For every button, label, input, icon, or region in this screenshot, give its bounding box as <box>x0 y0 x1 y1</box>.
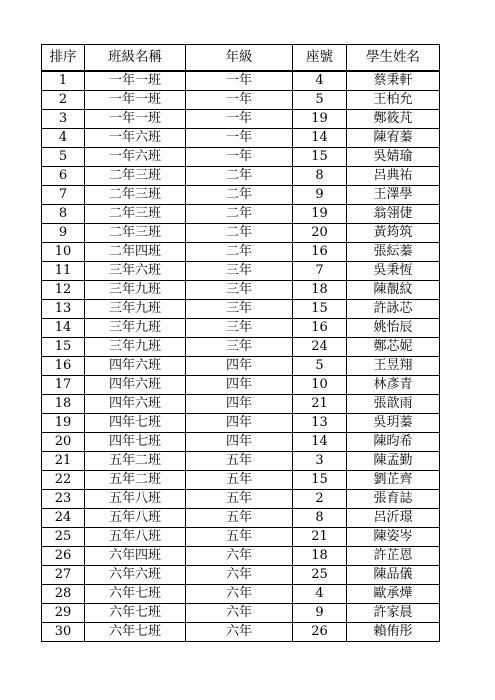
cell-seat-number: 15 <box>293 471 347 490</box>
cell-class-name: 五年八班 <box>85 528 186 547</box>
cell-class-name: 一年六班 <box>85 148 186 167</box>
cell-class-name: 一年一班 <box>85 110 186 129</box>
cell-order: 11 <box>42 262 85 281</box>
cell-student-name: 翁翎倢 <box>347 205 440 224</box>
table-row <box>42 604 440 623</box>
table-row <box>42 148 440 167</box>
table-row <box>42 509 440 528</box>
cell-seat-number: 15 <box>293 148 347 167</box>
cell-class-name: 六年四班 <box>85 547 186 566</box>
cell-order: 7 <box>42 186 85 205</box>
cell-order: 18 <box>42 395 85 414</box>
cell-student-name: 張歆雨 <box>347 395 440 414</box>
cell-order: 15 <box>42 338 85 357</box>
table-row <box>42 395 440 414</box>
cell-order: 22 <box>42 471 85 490</box>
cell-seat-number: 4 <box>293 71 347 91</box>
table-row <box>42 243 440 262</box>
table-row <box>42 490 440 509</box>
cell-seat-number: 5 <box>293 357 347 376</box>
cell-grade: 四年 <box>186 376 293 395</box>
cell-class-name: 二年四班 <box>85 243 186 262</box>
cell-class-name: 三年六班 <box>85 262 186 281</box>
cell-order: 24 <box>42 509 85 528</box>
cell-grade: 一年 <box>186 148 293 167</box>
cell-order: 12 <box>42 281 85 300</box>
cell-class-name: 二年三班 <box>85 186 186 205</box>
cell-student-name: 呂沂璟 <box>347 509 440 528</box>
cell-seat-number: 4 <box>293 585 347 604</box>
cell-seat-number: 16 <box>293 319 347 338</box>
header-class-name: 班級名稱 <box>85 45 186 72</box>
cell-student-name: 王澤學 <box>347 186 440 205</box>
cell-seat-number: 13 <box>293 414 347 433</box>
cell-class-name: 一年一班 <box>85 71 186 91</box>
cell-order: 30 <box>42 623 85 642</box>
cell-class-name: 二年三班 <box>85 224 186 243</box>
cell-class-name: 四年七班 <box>85 433 186 452</box>
table-row <box>42 224 440 243</box>
cell-student-name: 陳昀希 <box>347 433 440 452</box>
cell-class-name: 六年七班 <box>85 585 186 604</box>
cell-order: 28 <box>42 585 85 604</box>
cell-student-name: 許詠芯 <box>347 300 440 319</box>
cell-order: 14 <box>42 319 85 338</box>
cell-seat-number: 9 <box>293 186 347 205</box>
cell-grade: 二年 <box>186 186 293 205</box>
cell-order: 9 <box>42 224 85 243</box>
cell-grade: 三年 <box>186 281 293 300</box>
table-row <box>42 300 440 319</box>
cell-seat-number: 5 <box>293 91 347 110</box>
cell-seat-number: 9 <box>293 604 347 623</box>
cell-class-name: 四年六班 <box>85 395 186 414</box>
cell-student-name: 王昱翔 <box>347 357 440 376</box>
cell-order: 1 <box>42 71 85 91</box>
cell-seat-number: 10 <box>293 376 347 395</box>
table-header <box>42 45 440 72</box>
cell-student-name: 吳玥蓁 <box>347 414 440 433</box>
cell-seat-number: 8 <box>293 509 347 528</box>
table-row <box>42 357 440 376</box>
cell-order: 4 <box>42 129 85 148</box>
cell-order: 25 <box>42 528 85 547</box>
table-row <box>42 186 440 205</box>
table-row <box>42 129 440 148</box>
cell-student-name: 鄭芯妮 <box>347 338 440 357</box>
table-row <box>42 205 440 224</box>
cell-order: 2 <box>42 91 85 110</box>
cell-grade: 二年 <box>186 243 293 262</box>
cell-order: 8 <box>42 205 85 224</box>
cell-seat-number: 3 <box>293 452 347 471</box>
cell-class-name: 二年三班 <box>85 205 186 224</box>
cell-grade: 四年 <box>186 357 293 376</box>
cell-class-name: 四年六班 <box>85 357 186 376</box>
table-row <box>42 338 440 357</box>
cell-seat-number: 14 <box>293 433 347 452</box>
header-student-name: 學生姓名 <box>347 45 440 72</box>
cell-class-name: 五年八班 <box>85 490 186 509</box>
cell-order: 16 <box>42 357 85 376</box>
cell-grade: 四年 <box>186 433 293 452</box>
cell-class-name: 五年二班 <box>85 471 186 490</box>
cell-class-name: 三年九班 <box>85 300 186 319</box>
cell-student-name: 蔡秉軒 <box>347 71 440 91</box>
cell-grade: 六年 <box>186 585 293 604</box>
cell-grade: 六年 <box>186 623 293 642</box>
cell-grade: 五年 <box>186 509 293 528</box>
cell-class-name: 六年七班 <box>85 604 186 623</box>
cell-grade: 一年 <box>186 129 293 148</box>
table-row <box>42 433 440 452</box>
cell-grade: 三年 <box>186 338 293 357</box>
student-roster-table <box>41 44 440 642</box>
cell-grade: 一年 <box>186 110 293 129</box>
cell-student-name: 吳秉恆 <box>347 262 440 281</box>
cell-grade: 三年 <box>186 300 293 319</box>
cell-class-name: 三年九班 <box>85 281 186 300</box>
table-row <box>42 452 440 471</box>
table-row <box>42 547 440 566</box>
cell-order: 27 <box>42 566 85 585</box>
header-grade: 年級 <box>186 45 293 72</box>
cell-class-name: 三年九班 <box>85 319 186 338</box>
cell-student-name: 張紜蓁 <box>347 243 440 262</box>
cell-grade: 六年 <box>186 604 293 623</box>
cell-student-name: 鄭筱芃 <box>347 110 440 129</box>
cell-grade: 二年 <box>186 224 293 243</box>
cell-seat-number: 25 <box>293 566 347 585</box>
table-row <box>42 585 440 604</box>
cell-student-name: 張育誌 <box>347 490 440 509</box>
cell-seat-number: 20 <box>293 224 347 243</box>
cell-grade: 一年 <box>186 91 293 110</box>
cell-order: 19 <box>42 414 85 433</box>
cell-seat-number: 21 <box>293 528 347 547</box>
cell-student-name: 陳孟勤 <box>347 452 440 471</box>
cell-class-name: 一年六班 <box>85 129 186 148</box>
cell-seat-number: 24 <box>293 338 347 357</box>
cell-order: 21 <box>42 452 85 471</box>
cell-student-name: 吳婧瑜 <box>347 148 440 167</box>
cell-seat-number: 26 <box>293 623 347 642</box>
cell-grade: 五年 <box>186 528 293 547</box>
cell-order: 6 <box>42 167 85 186</box>
cell-student-name: 陳宥蓁 <box>347 129 440 148</box>
header-row <box>42 45 440 72</box>
cell-seat-number: 2 <box>293 490 347 509</box>
cell-student-name: 歐承燁 <box>347 585 440 604</box>
table-row <box>42 71 440 91</box>
cell-class-name: 三年九班 <box>85 338 186 357</box>
cell-order: 20 <box>42 433 85 452</box>
table-body <box>42 71 440 642</box>
cell-seat-number: 15 <box>293 300 347 319</box>
cell-seat-number: 18 <box>293 281 347 300</box>
cell-grade: 五年 <box>186 452 293 471</box>
cell-order: 26 <box>42 547 85 566</box>
table-row <box>42 110 440 129</box>
cell-seat-number: 18 <box>293 547 347 566</box>
table-row <box>42 414 440 433</box>
cell-order: 23 <box>42 490 85 509</box>
cell-student-name: 姚怡辰 <box>347 319 440 338</box>
cell-seat-number: 16 <box>293 243 347 262</box>
cell-grade: 三年 <box>186 319 293 338</box>
cell-grade: 三年 <box>186 262 293 281</box>
table-row <box>42 528 440 547</box>
cell-seat-number: 19 <box>293 205 347 224</box>
table-row <box>42 471 440 490</box>
table-row <box>42 623 440 642</box>
cell-order: 3 <box>42 110 85 129</box>
cell-class-name: 五年二班 <box>85 452 186 471</box>
table-row <box>42 91 440 110</box>
cell-seat-number: 7 <box>293 262 347 281</box>
cell-grade: 四年 <box>186 395 293 414</box>
table-row <box>42 281 440 300</box>
table-row <box>42 262 440 281</box>
cell-grade: 六年 <box>186 566 293 585</box>
cell-order: 10 <box>42 243 85 262</box>
cell-student-name: 林彥青 <box>347 376 440 395</box>
cell-seat-number: 14 <box>293 129 347 148</box>
cell-student-name: 陳品儀 <box>347 566 440 585</box>
cell-grade: 二年 <box>186 167 293 186</box>
cell-student-name: 黃筠筑 <box>347 224 440 243</box>
cell-order: 13 <box>42 300 85 319</box>
cell-student-name: 許家晨 <box>347 604 440 623</box>
cell-class-name: 一年一班 <box>85 91 186 110</box>
cell-class-name: 二年三班 <box>85 167 186 186</box>
cell-grade: 五年 <box>186 490 293 509</box>
cell-grade: 二年 <box>186 205 293 224</box>
cell-seat-number: 8 <box>293 167 347 186</box>
table-row <box>42 566 440 585</box>
header-seat-number: 座號 <box>293 45 347 72</box>
cell-grade: 五年 <box>186 471 293 490</box>
header-order: 排序 <box>42 45 85 72</box>
cell-order: 5 <box>42 148 85 167</box>
cell-student-name: 劉芷齊 <box>347 471 440 490</box>
table-row <box>42 319 440 338</box>
cell-class-name: 五年八班 <box>85 509 186 528</box>
cell-grade: 四年 <box>186 414 293 433</box>
cell-class-name: 四年六班 <box>85 376 186 395</box>
cell-order: 29 <box>42 604 85 623</box>
cell-class-name: 六年七班 <box>85 623 186 642</box>
cell-grade: 一年 <box>186 71 293 91</box>
cell-grade: 六年 <box>186 547 293 566</box>
cell-student-name: 王柏允 <box>347 91 440 110</box>
cell-student-name: 陳姿岑 <box>347 528 440 547</box>
cell-student-name: 賴侑彤 <box>347 623 440 642</box>
cell-student-name: 許芷恩 <box>347 547 440 566</box>
table-row <box>42 376 440 395</box>
table-row <box>42 167 440 186</box>
cell-class-name: 四年七班 <box>85 414 186 433</box>
cell-class-name: 六年六班 <box>85 566 186 585</box>
cell-seat-number: 21 <box>293 395 347 414</box>
cell-student-name: 呂典祐 <box>347 167 440 186</box>
cell-seat-number: 19 <box>293 110 347 129</box>
cell-student-name: 陳靚紋 <box>347 281 440 300</box>
cell-order: 17 <box>42 376 85 395</box>
